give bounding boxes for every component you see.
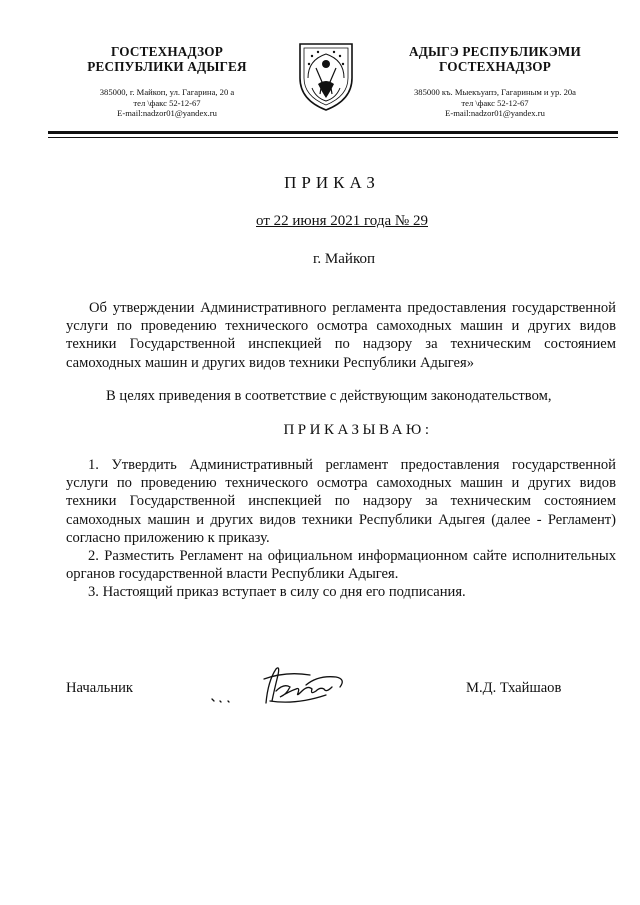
date-number-text: от 22 июня 2021 года № 29 — [256, 213, 428, 229]
org-name-russian — [62, 44, 272, 74]
org-email: E-mail:nadzor01@yandex.ru — [445, 108, 545, 118]
org-email: E-mail:nadzor01@yandex.ru — [117, 108, 217, 118]
order-item: 3. Настоящий приказ вступает в силу со дня его подписания. — [88, 584, 466, 601]
org-line-1: АДЫГЭ РЕСПУБЛИКЭМИ — [409, 44, 581, 59]
org-phone: тел \факс 52-12-67 — [133, 97, 201, 108]
org-contacts-adyghe — [390, 87, 600, 119]
order-items — [66, 456, 616, 602]
order-item: 2. Разместить Регламент на официальном информационном сайте исполнительных органов государственной власти Республики Адыгея. — [66, 548, 616, 583]
signatory-position: Начальник — [66, 680, 134, 696]
signatory-name: М.Д. Тхайшаов — [466, 680, 562, 696]
order-word: ПРИКАЗЫВАЮ: — [283, 422, 433, 438]
org-line-2: ГОСТЕХНАДЗОР — [439, 59, 551, 74]
org-contacts-russian — [62, 87, 272, 119]
header-left-block — [62, 44, 272, 119]
header-divider-thick — [48, 131, 618, 134]
document-date-number — [0, 213, 640, 230]
document-city: г. Майкоп — [312, 251, 376, 267]
handwritten-signature-icon — [206, 661, 356, 711]
org-line-1: ГОСТЕХНАДЗОР — [111, 44, 223, 59]
org-name-adyghe — [390, 44, 600, 74]
org-line-2: РЕСПУБЛИКИ АДЫГЕЯ — [87, 59, 247, 74]
header-divider-thin — [48, 137, 618, 138]
document-subject: Об утверждении Административного регламента предоставления государственной услуги по проведению технического осмотра самоходных машин и других видов техники Государственной инспекцией по надзору за техническим состоянием самоходных машин и других видов техники Республики Адыгея» — [66, 300, 616, 371]
document-title: ПРИКАЗ — [284, 173, 380, 192]
order-item: 1. Утвердить Административный регламент предоставления государственной услуги по проведению технического осмотра самоходных машин и других видов техники Государственной инспекцией по надзору за техническим состоянием самоходных машин и других видов техники Республики Адыгея (далее - Регламент) согласно приложению к приказу. — [66, 457, 616, 546]
org-phone: тел \факс 52-12-67 — [461, 97, 529, 108]
coat-of-arms-adygea-icon — [294, 38, 358, 112]
org-address: 385000, г. Майкоп, ул. Гагарина, 20 а — [99, 87, 235, 97]
header-right-block — [390, 44, 600, 119]
document-preamble: В целях приведения в соответствие с действующим законодательством, — [106, 388, 552, 404]
org-address: 385000 къ. Мыекъуапэ, Гагариным и ур. 20а — [414, 87, 576, 97]
